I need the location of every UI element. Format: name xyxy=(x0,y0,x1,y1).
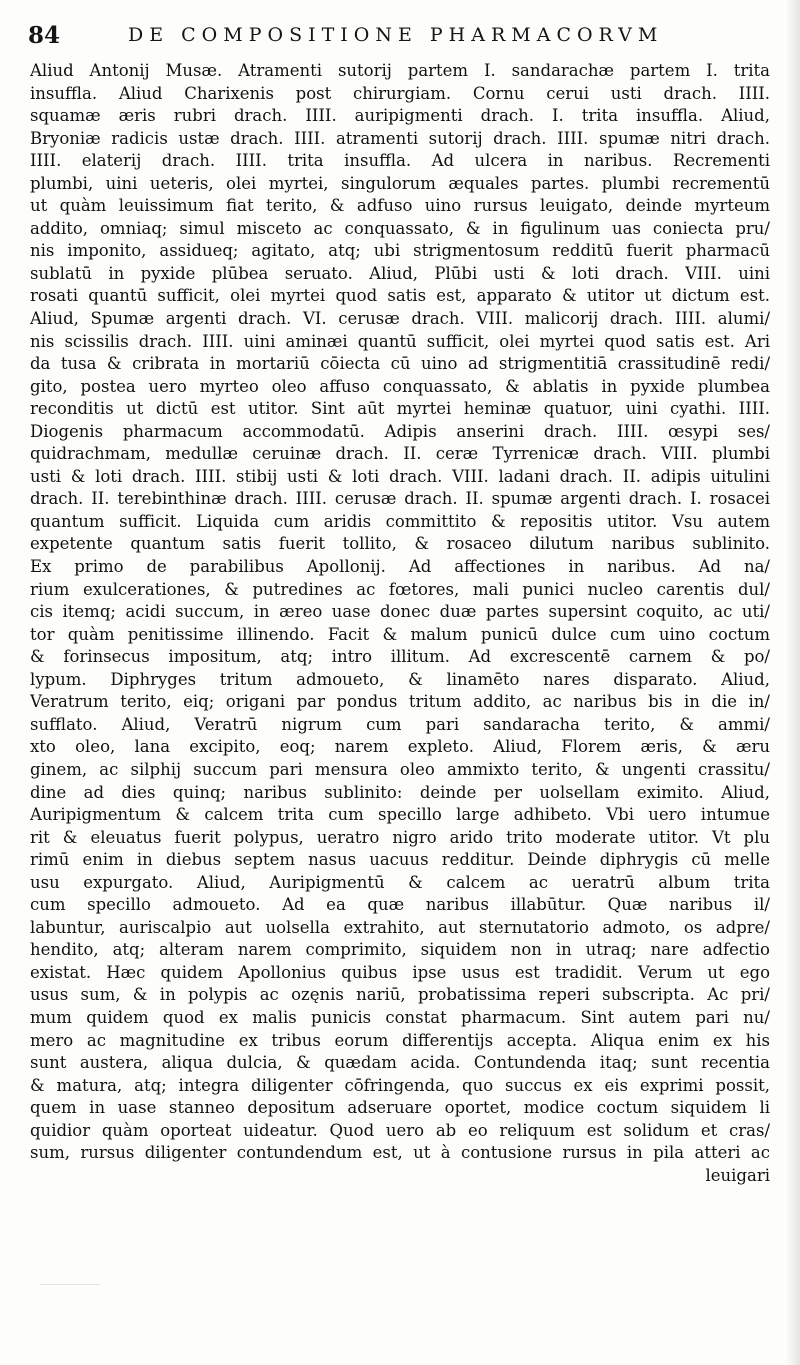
text-line: ginem, ac silphij succum pari mensura oleo ammixto terito, & ungenti crassitu/ xyxy=(30,759,770,779)
text-line: usus sum, & in polypis ac ozęnis nariū, probatissima reperi subscripta. Ac pri/ xyxy=(30,985,770,1005)
text-line: nis scissilis drach. IIII. uini aminæi quantū sufficit, olei myrtei quod satis est. Ari xyxy=(30,331,770,351)
text-line: ut quàm leuissimum fiat terito, & adfuso uino rursus leuigato, deinde myrteum xyxy=(30,196,770,216)
text-line: insuffla. Aliud Charixenis post chirurgiam. Cornu cerui usti drach. IIII. xyxy=(30,83,770,103)
text-line: sublatū in pyxide plūbea seruato. Aliud, Plūbi usti & loti drach. VIII. uini xyxy=(30,263,770,283)
text-line: quantum sufficit. Liquida cum aridis committito & repositis utitor. Vsu autem xyxy=(30,511,770,531)
text-line: Aliud, Spumæ argenti drach. VI. cerusæ drach. VIII. malicorij drach. IIII. alumi/ xyxy=(30,309,770,329)
text-line: quidior quàm oporteat uideatur. Quod uero ab eo reliquum est solidum et cras/ xyxy=(30,1120,770,1140)
text-line: quem in uase stanneo depositum adseruare oportet, modice coctum siquidem li xyxy=(30,1098,770,1118)
text-line: rosati quantū sufficit, olei myrtei quod satis est, apparato & utitor ut dictum est. xyxy=(30,286,770,306)
text-line: existat. Hæc quidem Apollonius quibus ipse usus est tradidit. Verum ut ego xyxy=(30,962,770,982)
text-line: & forinsecus impositum, atq; intro illitum. Ad excrescentē carnem & po/ xyxy=(30,647,770,667)
text-line: plumbi, uini ueteris, olei myrtei, singulorum æquales partes. plumbi recrementū xyxy=(30,173,770,193)
text-line: mum quidem quod ex malis punicis constat pharmacum. Sint autem pari nu/ xyxy=(30,1007,770,1027)
text-line: & matura, atq; integra diligenter cōfringenda, quo succus ex eis exprimi possit, xyxy=(30,1075,770,1095)
page-edge-shadow xyxy=(786,0,800,1365)
text-line: IIII. elaterij drach. IIII. trita insuffla. Ad ulcera in naribus. Recrementi xyxy=(30,151,770,171)
text-line: rium exulcerationes, & putredines ac fœtores, mali punici nucleo carentis dul/ xyxy=(30,579,770,599)
text-line: leuigari xyxy=(705,1165,770,1185)
text-line: mero ac magnitudine ex tribus eorum differentijs accepta. Aliqua enim ex his xyxy=(30,1030,770,1050)
text-line: rit & eleuatus fuerit polypus, ueratro nigro arido trito moderate utitor. Vt plu xyxy=(30,827,770,847)
text-line: expetente quantum satis fuerit tollito, & rosaceo dilutum naribus sublinito. xyxy=(30,534,770,554)
text-line: rimū enim in diebus septem nasus uacuus redditur. Deinde diphrygis cū melle xyxy=(30,850,770,870)
text-line: Aliud Antonij Musæ. Atramenti sutorij partem I. sandarachæ partem I. trita xyxy=(30,61,770,80)
page-number: 84 xyxy=(28,22,61,49)
text-line: labuntur, auriscalpio aut uolsella extrahito, aut sternutatorio admoto, os adpre/ xyxy=(30,917,770,937)
text-line: squamæ æris rubri drach. IIII. auripigmenti drach. I. trita insuffla. Aliud, xyxy=(30,106,770,126)
text-line: usu expurgato. Aliud, Auripigmentū & calcem ac ueratrū album trita xyxy=(30,872,770,892)
text-line: Diogenis pharmacum accommodatū. Adipis anserini drach. IIII. œsypi ses/ xyxy=(30,421,770,441)
text-line: tor quàm penitissime illinendo. Facit & malum punicū dulce cum uino coctum xyxy=(30,624,770,644)
text-line: sufflato. Aliud, Veratrū nigrum cum pari sandaracha terito, & ammi/ xyxy=(30,714,770,734)
text-line: sum, rursus diligenter contundendum est, ut à contusione rursus in pila atteri ac xyxy=(30,1143,770,1163)
text-line: Ex primo de parabilibus Apollonij. Ad affectiones in naribus. Ad na/ xyxy=(30,557,770,577)
text-line: dine ad dies quinq; naribus sublinito: deinde per uolsellam eximito. Aliud, xyxy=(30,782,770,802)
text-line: hendito, atq; alteram narem comprimito, siquidem non in utraq; nare adfectio xyxy=(30,940,770,960)
text-line: xto oleo, lana excipito, eoq; narem expleto. Aliud, Florem æris, & æru xyxy=(30,737,770,757)
text-line: lypum. Diphryges tritum admoueto, & linamēto nares disparato. Aliud, xyxy=(30,669,770,689)
running-title: DE COMPOSITIONE PHARMACORVM xyxy=(128,24,664,46)
text-line: Veratrum terito, eiq; origani par pondus tritum addito, ac naribus bis in die in/ xyxy=(30,692,770,712)
text-line: cis itemq; acidi succum, in æreo uase donec duæ partes supersint coquito, ac uti/ xyxy=(30,602,770,622)
faint-stamp-mark xyxy=(40,1262,100,1285)
text-line: da tusa & cribrata in mortariū cōiecta cū uino ad strigmentitiā crassitudinē redi/ xyxy=(30,354,770,374)
body-text xyxy=(30,60,770,1187)
text-line: Bryoniæ radicis ustæ drach. IIII. atramenti sutorij drach. IIII. spumæ nitri drach. xyxy=(30,128,770,148)
text-line: usti & loti drach. IIII. stibij usti & loti drach. VIII. ladani drach. II. adipis uitulini xyxy=(30,466,770,486)
text-line: reconditis ut dictū est utitor. Sint aūt myrtei heminæ quatuor, uini cyathi. IIII. xyxy=(30,399,770,419)
text-line: nis imponito, assidueq; agitato, atq; ubi strigmentosum redditū fuerit pharmacū xyxy=(30,241,770,261)
text-line: quidrachmam, medullæ ceruinæ drach. II. ceræ Tyrrenicæ drach. VIII. plumbi xyxy=(30,444,770,464)
text-line: drach. II. terebinthinæ drach. IIII. cerusæ drach. II. spumæ argenti drach. I. rosacei xyxy=(30,489,770,509)
text-line: Auripigmentum & calcem trita cum specillo large adhibeto. Vbi uero intumue xyxy=(30,805,770,825)
text-line: gito, postea uero myrteo oleo affuso conquassato, & ablatis in pyxide plumbea xyxy=(30,376,770,396)
text-line: sunt austera, aliqua dulcia, & quædam acida. Contundenda itaq; sunt recentia xyxy=(30,1053,770,1073)
text-line: addito, omniaq; simul misceto ac conquassato, & in figulinum uas coniecta pru/ xyxy=(30,218,770,238)
text-line: cum specillo admoueto. Ad ea quæ naribus illabūtur. Quæ naribus il/ xyxy=(30,895,770,915)
page-header xyxy=(28,22,778,58)
